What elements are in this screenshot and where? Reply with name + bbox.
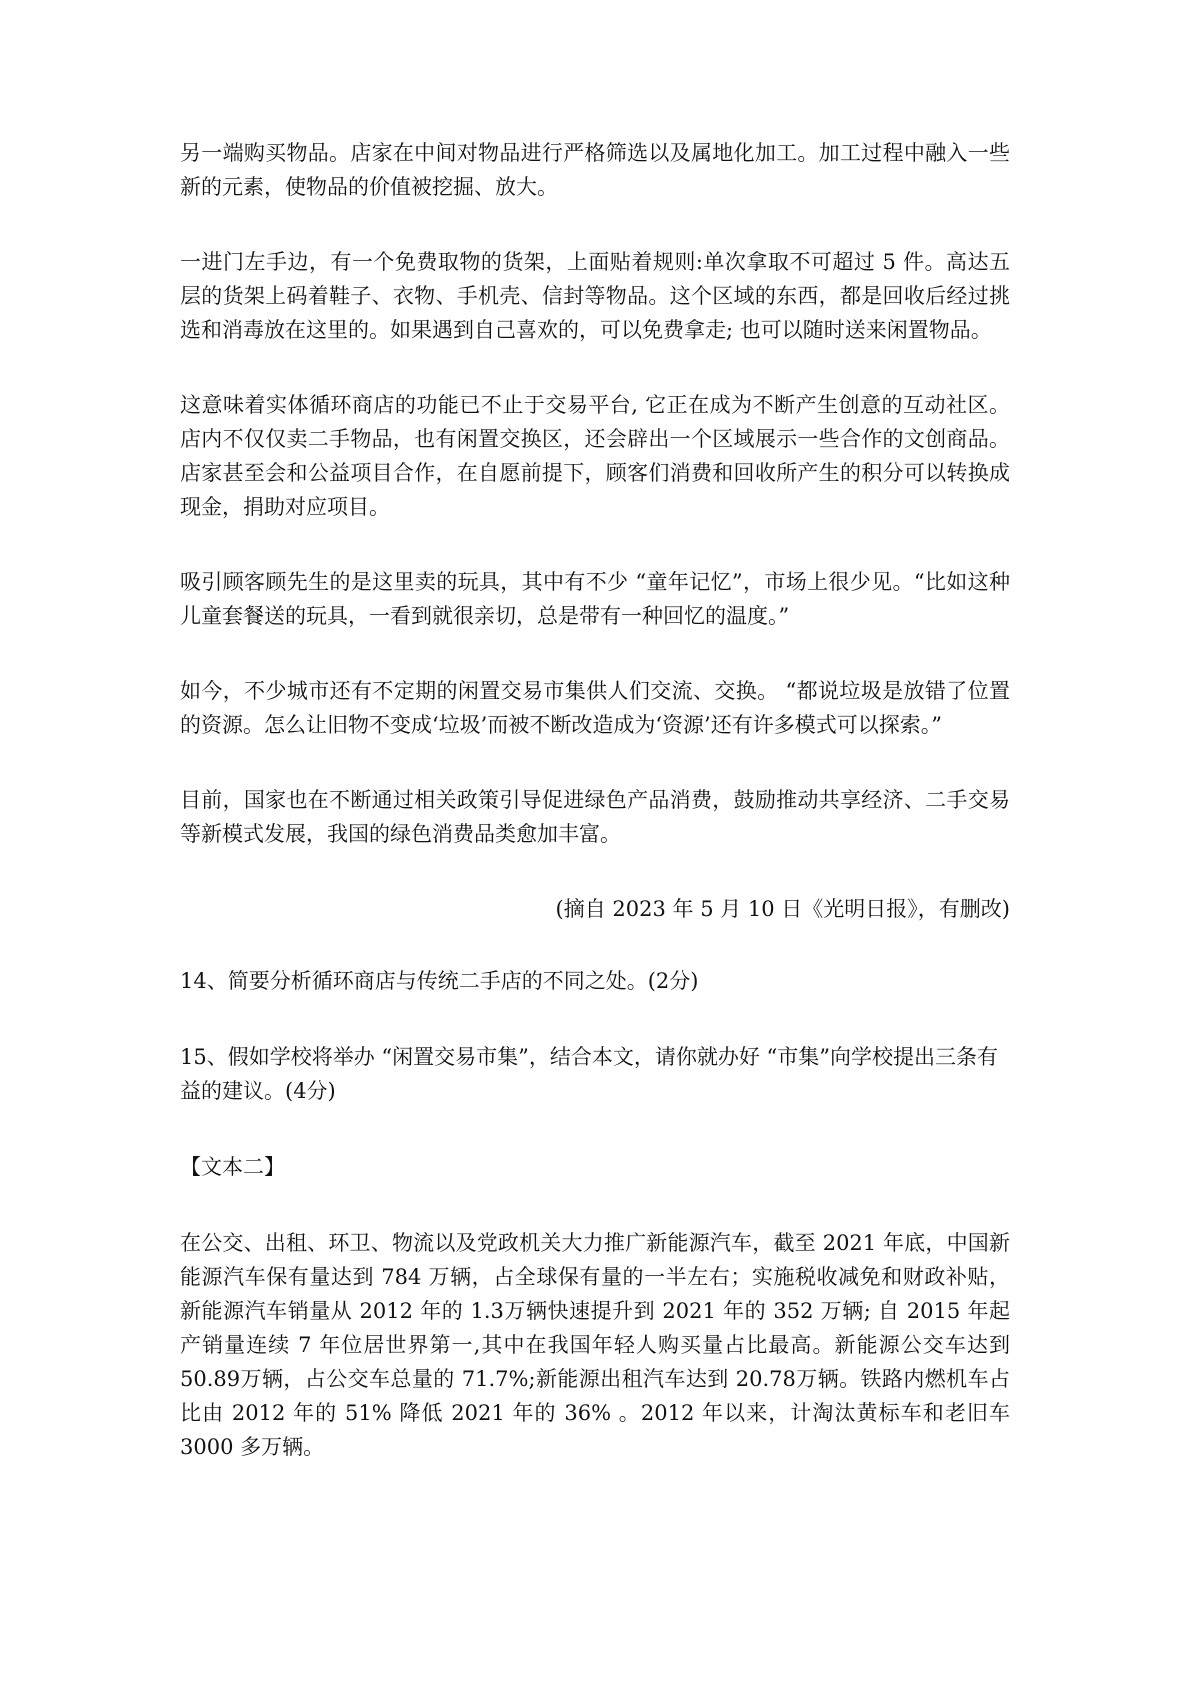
paragraph-customer-toys: 吸引顾客顾先生的是这里卖的玩具，其中有不少 “童年记忆”，市场上很少见。“比如这种儿童套餐送的玩具，一看到就很亲切，总是带有一种回忆的温度。” [180,570,1010,628]
section-title-text-two: 【文本二】 [180,1155,285,1179]
document-page [180,136,1010,1464]
paragraph-recycling-process: 另一端购买物品。店家在中间对物品进行严格筛选以及属地化加工。加工过程中融入一些新的元素，使物品的价值被挖掘、放大。 [180,141,1010,199]
paragraph-new-energy-vehicles: 在公交、出租、环卫、物流以及党政机关大力推广新能源汽车，截至 2021 年底，中国新能源汽车保有量达到 784 万辆，占全球保有量的一半左右；实施税收减免和财政补贴，新能源汽车销量从 2012 年的 1.3万辆快速提升到 2021 年的 352 万辆; 自 2015 年起产销量连续 7 年位居世界第一,其中在我国年轻人购买量占比最高。新能源公交车达到 50.89万辆，占公交车总量的 71.7%;新能源出租汽车达到 20.78万辆。铁路内燃机车占比由 2012 年的 51% 降低 2021 年的 36% 。2012 年以来，计淘汰黄标车和老旧车 3000 多万辆。 [180,1231,1010,1459]
source-citation: (摘自 2023 年 5 月 10 日《光明日报》，有删改) [555,897,1010,921]
question-15: 15、假如学校将举办 “闲置交易市集”，结合本文，请你就办好 “市集”向学校提出三条有益的建议。(4分) [180,1045,999,1103]
question-14: 14、简要分析循环商店与传统二手店的不同之处。(2分) [180,969,699,993]
paragraph-free-shelf: 一进门左手边，有一个免费取物的货架，上面贴着规则:单次拿取不可超过 5 件。高达五层的货架上码着鞋子、衣物、手机壳、信封等物品。这个区域的东西，都是回收后经过挑选和消毒放在这里的。如果遇到自己喜欢的，可以免费拿走; 也可以随时送来闲置物品。 [180,250,1010,342]
paragraph-flea-market: 如今，不少城市还有不定期的闲置交易市集供人们交流、交换。 “都说垃圾是放错了位置的资源。怎么让旧物不变成‘垃圾’而被不断改造成为‘资源’还有许多模式可以探索。” [180,679,1010,737]
paragraph-national-policy: 目前，国家也在不断通过相关政策引导促进绿色产品消费，鼓励推动共享经济、二手交易等新模式发展，我国的绿色消费品类愈加丰富。 [180,788,1010,846]
paragraph-community-function: 这意味着实体循环商店的功能已不止于交易平台, 它正在成为不断产生创意的互动社区。店内不仅仅卖二手物品，也有闲置交换区，还会辟出一个区域展示一些合作的文创商品。店家甚至会和公益项目合作，在自愿前提下，顾客们消费和回收所产生的积分可以转换成现金，捐助对应项目。 [180,393,1010,519]
